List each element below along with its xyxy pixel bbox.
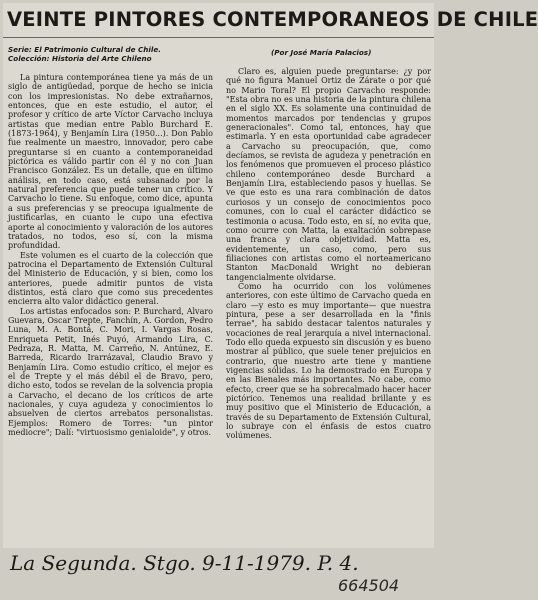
handwritten-source-note: La Segunda. Stgo. 9-11-1979. P. 4.: [10, 551, 359, 575]
paragraph: La pintura contemporánea tiene ya más de un siglo de antigüedad, porque de hecho se inicia con los impresionistas. No debe extrañarnos, entonces, que en este estudio, el autor, el profesor y crítico de arte Víctor Carvacho incluya artistas que median entre Pablo Burchard E. (1873-1964), y Benjamín Lira (1950...). Don Pablo fue realmente un maestro, innovador, pero cabe preguntarse si en cuanto a contemporaneidad pictórica es válido partir con él y no con Juan Francisco González. Es un detalle, que en último análisis, en todo caso, está subsanado por la natural preferencia que puede tener un crítico. Y Carvacho lo tiene. Su enfoque, como dice, apunta a sus preferencias y se preocupa igualmente de justificarlas, en cuanto le cupo una efectiva aporte al conocimiento y valoración de los autores tratados, no todos, eso sí, con la misma profundidad.: [8, 73, 213, 251]
headline-rule: [3, 37, 434, 38]
paragraph: Este volumen es el cuarto de la colección que patrocina el Departamento de Extensión Cultural del Ministerio de Educación, y si bien, como los anteriores, puede admitir puntos de vista distintos, está claro que como sus precedentes encierra alto valor didáctico general.: [8, 250, 213, 307]
author-byline: (Por José María Palacios): [271, 48, 372, 57]
paragraph: Como ha ocurrido con los volúmenes anteriores, con este último de Carvacho queda en claro —y esto es muy importante— que nuestra pintura, pese a ser desarrollada en la "finis terrae", ha sabido destacar talentos naturales y vocaciones de real jerarquía a nivel internacional. Todo ello queda expuesto sin discusión y es bueno mostrar al público, que suele tener prejuicios en contrario, que nuestro arte tiene y mantiene vigencias sólidas. Lo ha demostrado en Europa y en las Bienales más importantes. No cabe, como efecto, creer que se ha sobrecalmado hacer hacer pictórico. Tenemos una realidad brillante y es muy positivo que el Ministerio de Educación, a través de su Departamento de Extensión Cultural, lo subraye con el énfasis de estos cuatro volúmenes.: [226, 281, 431, 441]
series-line: Serie: El Patrimonio Cultural de Chile.: [8, 45, 161, 54]
newspaper-clipping: [3, 3, 538, 548]
collection-line: Colección: Historia del Arte Chileno: [8, 54, 152, 63]
headline: VEINTE PINTORES CONTEMPORANEOS DE CHILE: [7, 8, 538, 31]
paragraph: Claro es, alguien puede preguntarse: ¿y por qué no figura Manuel Ortiz de Zárate o por qué no Mario Toral? El propio Carvacho responde: "Esta obra no es una historia de la pintura chilena en el siglo XX. Es solamente una continuidad de momentos marcados por tendencias y grupos generacionales". Como tal, entonces, hay que estimarla. Y en esta oportunidad cabe agradecer a Carvacho su preocupación, que, como decíamos, se revista de agudeza y penetración en los fenómenos que promueven el proceso plástico chileno contemporáneo desde Burchard a Benjamín Lira, estableciendo pasos y huellas. Se ve que esto es una rara combinación de datos curiosos y un consejo de conocimientos poco comunes, con lo cual el carácter didáctico se testimonia o acusa. Todo esto, en sí, no evita que, como ocurre con Matta, la exaltación sobrepase una franca y clara objetividad. Matta es, evidentemente, un caso, como, pero sus filiaciones con artistas como el norteamericano Stanton MacDonald Wright no debieran tangencialmente olvidarse.: [226, 67, 431, 282]
catalog-number: 664504: [338, 576, 400, 595]
column-left: [8, 73, 213, 437]
column-right: [226, 67, 431, 441]
series-info: [8, 45, 218, 63]
paragraph: Los artistas enfocados son: P. Burchard, Alvaro Guevara, Oscar Trepte, Fanchín, A. Gordon, Pedro Luna, M. A. Bontá, C. Mori, I. Vargas Rosas, Enriqueta Petit, Inés Puyó, Armando Lira, C. Pedraza, R. Matta, M. Carreño, N. Antúnez, E. Barreda, Ricardo Irarrázaval, Claudio Bravo y Benjamín Lira. Como estudio crítico, el mejor es el de Trepte y el más débil el de Bravo, pero, dicho esto, todos se revelan de la solvencia propia a Carvacho, el decano de los críticos de arte nacionales, y cuya agudeza y conocimientos lo absuelven de ciertos arrebatos personalistas. Ejemplos: Romero de Torres: "un pintor mediocre"; Dalí: "virtuosismo genialoide", y otros.: [8, 306, 213, 438]
